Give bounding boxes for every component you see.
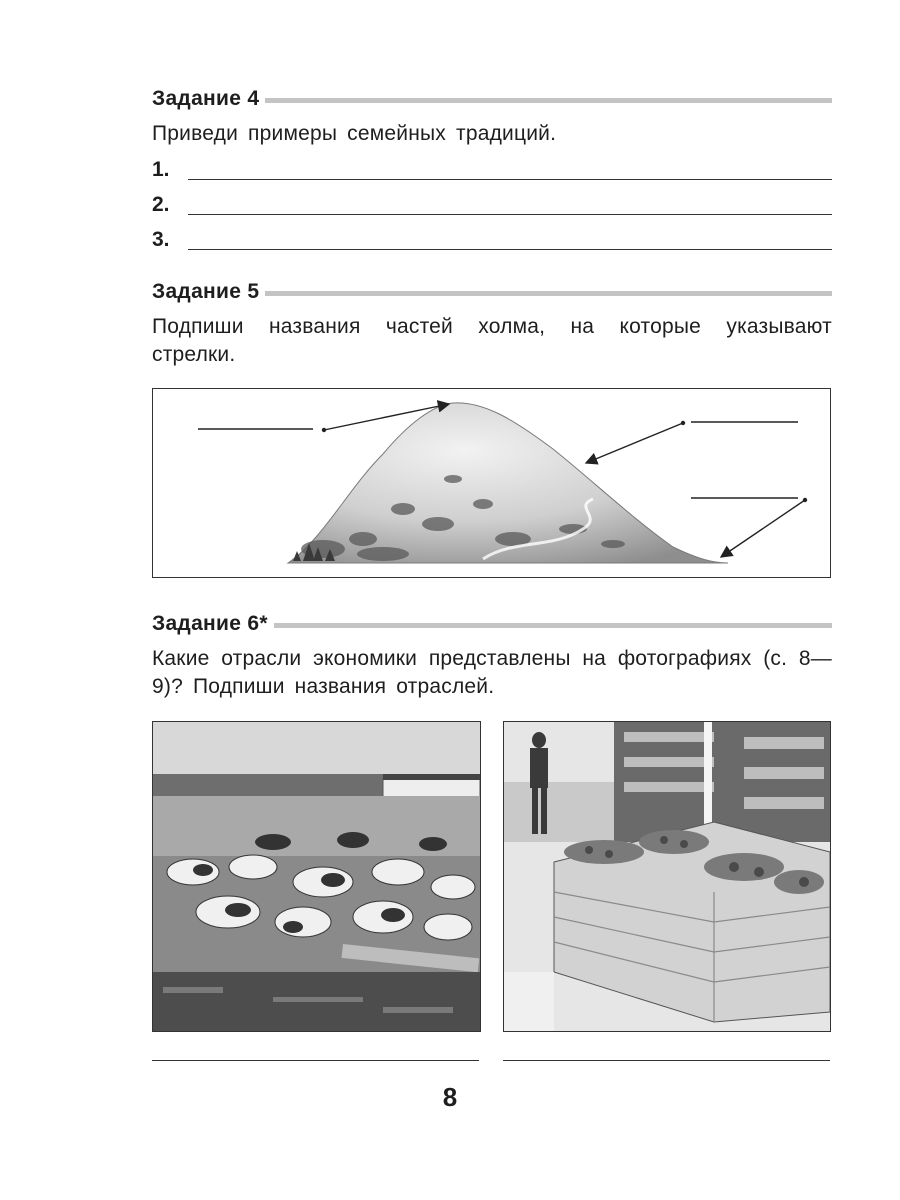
arrow-to-base <box>721 500 805 557</box>
task-6-prompt: Какие отрасли экономики представлены на фотографиях (с. 8—9)? Подпиши названия отраслей. <box>152 647 832 698</box>
answer-line-3[interactable] <box>188 227 832 250</box>
answer-line-1[interactable] <box>188 157 832 180</box>
photo-farm-cows <box>152 721 481 1032</box>
task-5-header <box>152 277 832 307</box>
task-5-rule <box>265 291 832 296</box>
task-4-prompt: Приведи примеры семейных традиций. <box>152 122 557 145</box>
photo-supermarket <box>503 721 831 1032</box>
hill-diagram <box>152 388 831 578</box>
answer-number: 1. <box>152 158 170 181</box>
task-6-header <box>152 609 832 639</box>
hill-illustration <box>153 389 830 577</box>
arrow-to-slope <box>586 423 683 463</box>
answer-line-photo-1[interactable] <box>152 1060 479 1061</box>
answer-number: 3. <box>152 228 170 251</box>
task-5-title: Задание 5 <box>152 280 260 303</box>
farm-photo-illustration <box>153 722 480 1031</box>
page-number: 8 <box>442 1082 458 1112</box>
task-6-title: Задание 6* <box>152 612 268 635</box>
answer-line-2[interactable] <box>188 192 832 215</box>
task-5-prompt: Подпиши названия частей холма, на которые указывают стрелки. <box>152 315 832 366</box>
task-6-rule <box>274 623 832 628</box>
answer-line-photo-2[interactable] <box>503 1060 830 1061</box>
answer-number: 2. <box>152 193 170 216</box>
task-4-title: Задание 4 <box>152 87 260 110</box>
task-4-header <box>152 84 832 114</box>
answer-row-1 <box>152 152 832 182</box>
task-4-rule <box>265 98 832 103</box>
supermarket-photo-illustration <box>504 722 830 1031</box>
answer-row-3 <box>152 222 832 252</box>
answer-row-2 <box>152 187 832 217</box>
